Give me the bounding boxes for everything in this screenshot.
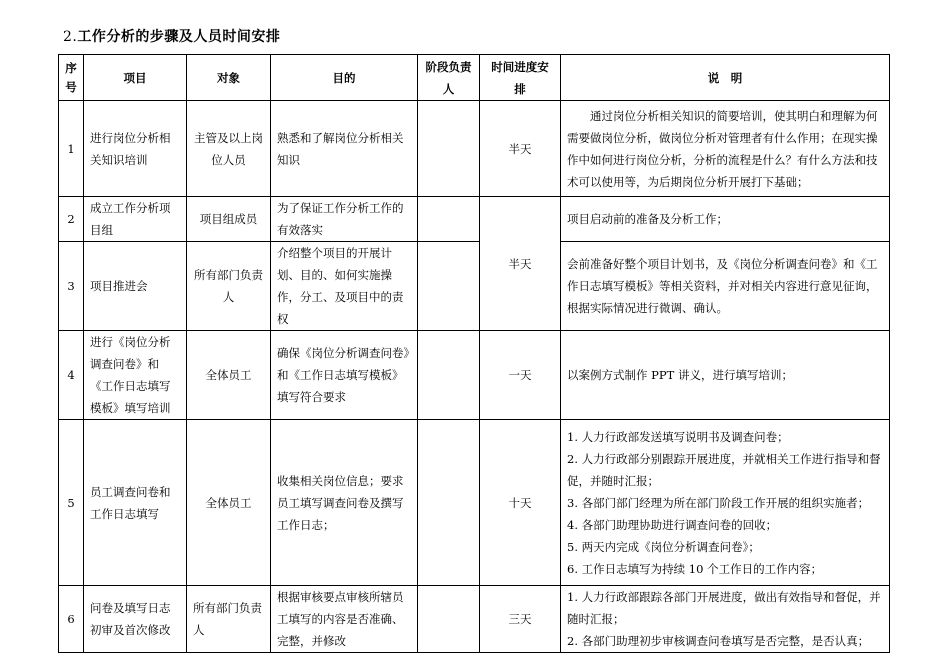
row-seq: 1 [59,101,84,197]
header-seq: 序号 [59,55,84,101]
row-owner [418,331,480,420]
list-item: 1. 人力行政部发送填写说明书及调查问卷； [567,429,789,444]
row-notes [561,420,890,586]
row-target: 项目组成员 [187,197,271,242]
row-notes [561,586,890,653]
list-item: 2. 各部门助理初步审核调查问卷填写是否完整，是否认真； [567,634,870,648]
header-note: 说 明 [561,55,890,101]
row-note-cell [561,101,890,197]
row-purpose: 根据审核要点审核所辖员工填写的内容是否准确、完整，并修改 [271,586,418,653]
row-owner [418,197,480,242]
list-item: 6. 工作日志填写为持续 10 个工作日的工作内容； [567,561,823,576]
table-row [59,586,890,653]
row-time: 半天 [480,197,561,331]
row-owner [418,242,480,331]
row-target: 全体员工 [187,420,271,586]
row-seq: 2 [59,197,84,242]
row-note: 会前准备好整个项目计划书，及《岗位分析调查问卷》和《工作日志填写模板》等相关资料，并对相关内容进行意见征询，根据实际情况进行微调、确认。 [561,242,890,331]
row-time: 十天 [480,420,561,586]
header-item: 项目 [84,55,187,101]
header-owner: 阶段负责人 [418,55,480,101]
row-owner [418,420,480,586]
row-item: 员工调查问卷和工作日志填写 [84,420,187,586]
row-purpose: 确保《岗位分析调查问卷》和《工作日志填写模板》填写符合要求 [271,331,418,420]
list-item: 1. 人力行政部跟踪各部门开展进度，做出有效指导和督促，并随时汇报； [567,590,881,626]
table-row [59,101,890,197]
list-item: 3. 各部门部门经理为所在部门阶段工作开展的组织实施者； [567,495,870,510]
header-purpose: 目的 [271,55,418,101]
table-row [59,331,890,420]
row-item: 进行岗位分析相关知识培训 [84,101,187,197]
section-heading [63,26,280,46]
list-item: 4. 各部门助理协助进行调查问卷的回收； [567,517,778,532]
table-row [59,197,890,242]
row-item: 成立工作分析项目组 [84,197,187,242]
schedule-table [58,54,890,653]
row-purpose: 收集相关岗位信息；要求员工填写调查问卷及撰写工作日志； [271,420,418,586]
row-target: 所有部门负责人 [187,586,271,653]
header-row [59,55,890,101]
header-time: 时间进度安 排 [480,55,561,101]
row-purpose: 介绍整个项目的开展计划、目的、如何实施操作，分工、及项目中的责权 [271,242,418,331]
row-time: 三天 [480,586,561,653]
row-time: 半天 [480,101,561,197]
row-purpose: 为了保证工作分析工作的有效落实 [271,197,418,242]
row-note: 以案例方式制作 PPT 讲义，进行填写培训； [561,331,890,420]
row-owner [418,101,480,197]
row-seq: 4 [59,331,84,420]
row-time: 一天 [480,331,561,420]
row-item: 问卷及填写日志初审及首次修改 [84,586,187,653]
row-target: 主管及以上岗位人员 [187,101,271,197]
table-row [59,420,890,586]
row-owner [418,586,480,653]
table-row [59,242,890,331]
row-note: 通过岗位分析相关知识的简要培训，使其明白和理解为何需要做岗位分析，做岗位分析对管理者有什么作用；在现实操作中如何进行岗位分析，分析的流程是什么？有什么方法和技术可以使用等，为后期岗位分析开展打下基础； [567,108,878,189]
row-target: 全体员工 [187,331,271,420]
row-note: 项目启动前的准备及分析工作； [561,197,890,242]
section-number: 2. [63,29,78,45]
list-item: 2. 人力行政部分别跟踪开展进度，并就相关工作进行指导和督促，并随时汇报； [567,451,881,488]
row-seq: 3 [59,242,84,331]
row-item: 进行《岗位分析调查问卷》和《工作日志填写模板》填写培训 [84,331,187,420]
list-item: 5. 两天内完成《岗位分析调查问卷》； [567,539,760,554]
row-target: 所有部门负责人 [187,242,271,331]
row-seq: 6 [59,586,84,653]
section-title: 工作分析的步骤及人员时间安排 [77,29,281,45]
row-item: 项目推进会 [84,242,187,331]
header-target: 对象 [187,55,271,101]
row-seq: 5 [59,420,84,586]
row-purpose: 熟悉和了解岗位分析相关知识 [271,101,418,197]
